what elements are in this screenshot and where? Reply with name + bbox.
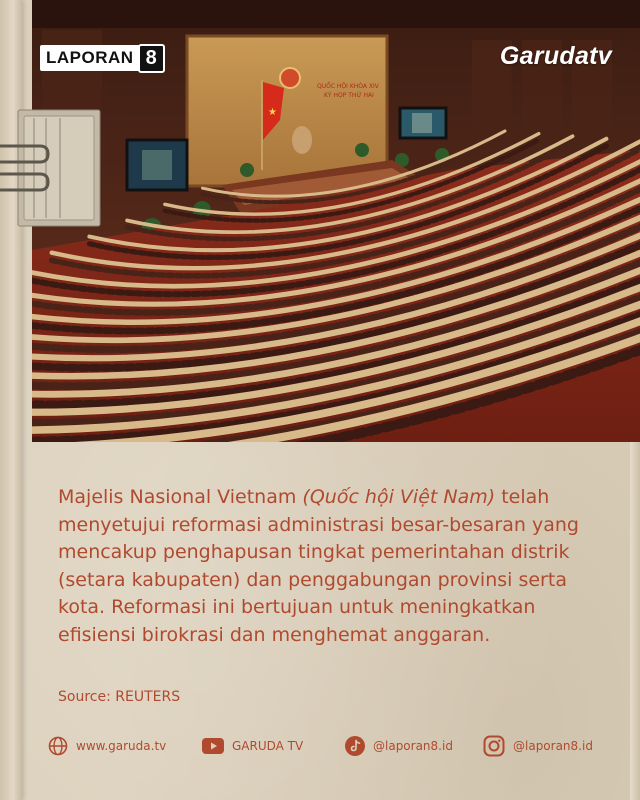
- website-text: www.garuda.tv: [76, 739, 167, 753]
- source-credit: Source: REUTERS: [58, 689, 181, 705]
- tiktok-icon: [345, 736, 365, 756]
- instagram-text: @laporan8.id: [513, 739, 593, 753]
- laporan8-logo: [40, 44, 165, 72]
- paper-clip-icon: [0, 108, 105, 228]
- laporan-logo-word: LAPORAN: [40, 45, 140, 71]
- tiktok-text: @laporan8.id: [373, 739, 453, 753]
- article-native-name: (Quốc hội Việt Nam): [302, 486, 496, 508]
- banner-line-1: QUỐC HỘI KHÓA XIV: [317, 83, 379, 90]
- banner-line-2: KỲ HỌP THỨ HAI: [324, 92, 374, 99]
- svg-text:★: ★: [268, 107, 277, 118]
- article-body: [58, 484, 618, 650]
- national-emblem: [280, 68, 300, 88]
- social-footer: [48, 734, 618, 758]
- article-rest: telah menyetujui reformasi administrasi besar-besaran yang mencakup penghapusan tingkat pemerintahan distrik (setara kabupaten) dan penggabungan provinsi serta kota. Reformasi ini bertujuan untuk meningkatkan efisiensi birokrasi dan menghemat anggaran.: [58, 486, 579, 646]
- youtube-icon: [202, 738, 224, 754]
- youtube-link[interactable]: [202, 734, 303, 758]
- instagram-link[interactable]: [483, 734, 593, 758]
- youtube-text: GARUDA TV: [232, 739, 304, 753]
- instagram-icon: [483, 735, 505, 757]
- globe-icon: [48, 736, 68, 756]
- tiktok-link[interactable]: [345, 734, 453, 758]
- laporan-logo-number: 8: [138, 44, 165, 73]
- website-link[interactable]: [48, 734, 166, 758]
- article-lead: Majelis Nasional Vietnam: [58, 486, 303, 508]
- garudatv-logo: Garudatv: [499, 42, 612, 70]
